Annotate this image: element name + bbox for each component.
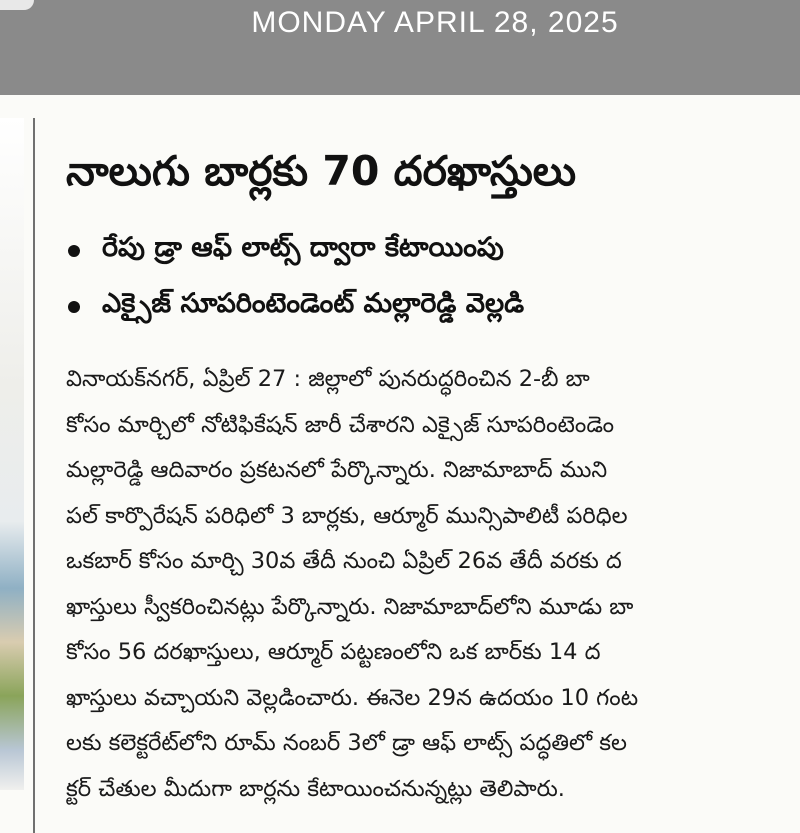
- subheadline-item: [62, 279, 792, 335]
- column-divider: [33, 118, 35, 833]
- issue-date: MONDAY APRIL 28, 2025: [251, 6, 619, 39]
- article-headline: నాలుగు బార్లకు 70 దరఖాస్తులు: [66, 147, 577, 195]
- body-line: పల్ కార్పొరేషన్ పరిధిలో 3 బార్లకు, ఆర్మూర్ మున్సిపాలిటీ పరిధిల: [66, 502, 628, 529]
- subheadline-list: [62, 223, 792, 335]
- subheadline-text: రేపు డ్రా ఆఫ్ లాట్స్ ద్వారా కేటాయింపు: [102, 232, 504, 263]
- adjacent-column-photo: [0, 118, 24, 790]
- body-line: వినాయక్‌నగర్, ఏప్రిల్ 27 : జిల్లాలో పునరుద్ధరించిన 2-బీ బా: [66, 366, 590, 392]
- body-line: కోసం మార్చిలో నోటిఫికేషన్ జారీ చేశారని ఎక్సైజ్ సూపరింటెండెం: [66, 411, 615, 438]
- bullet-icon: [68, 245, 80, 257]
- bullet-icon: [68, 301, 80, 313]
- body-line: క్టర్ చేతుల మీదుగా బార్లను కేటాయించనున్నట్లు తెలిపారు.: [66, 775, 565, 802]
- subheadline-item: [62, 223, 792, 279]
- body-line: ఖాస్తులు వచ్చాయని వెల్లడించారు. ఈనెల 29న ఉదయం 10 గంట: [66, 684, 639, 711]
- body-line: మల్లారెడ్డి ఆదివారం ప్రకటనలో పేర్కొన్నారు. నిజామాబాద్ ముని: [66, 457, 608, 483]
- article-body: [66, 357, 800, 812]
- subheadline-text: ఎక్సైజ్ సూపరింటెండెంట్ మల్లారెడ్డి వెల్లడి: [102, 288, 525, 319]
- body-line: ఒకబార్ కోసం మార్చి 30వ తేదీ నుంచి ఏప్రిల్ 26వ తేదీ వరకు ద: [66, 548, 622, 574]
- body-line: లకు కలెక్టరేట్‌లోని రూమ్ నంబర్ 3లో డ్రా ఆఫ్ లాట్స్ పద్ధతిలో కల: [66, 730, 627, 756]
- body-line: ఖాస్తులు స్వీకరించినట్లు పేర్కొన్నారు. నిజామాబాద్‌లోని మూడు బా: [66, 593, 634, 620]
- date-banner: [0, 0, 800, 95]
- body-line: కోసం 56 దరఖాస్తులు, ఆర్మూర్ పట్టణంలోని ఒక బార్‌కు 14 ద: [66, 639, 601, 665]
